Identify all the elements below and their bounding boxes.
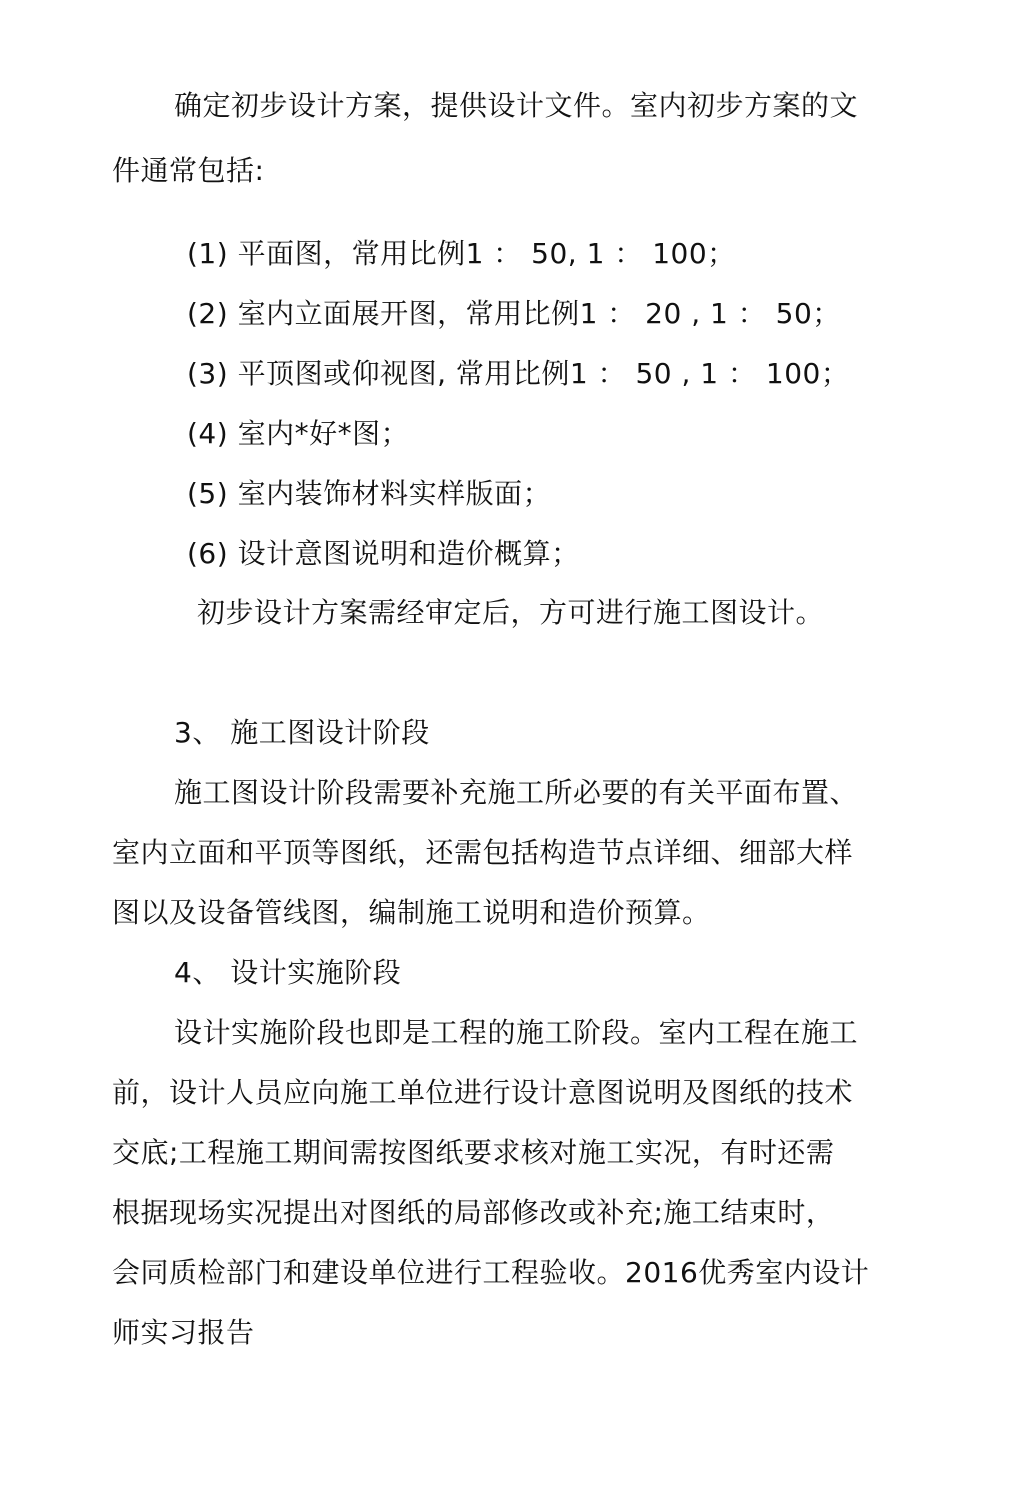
intro-line-1: 确定初步设计方案，提供设计文件。室内初步方案的文 (174, 89, 859, 122)
list-item-6: (6) 设计意图说明和造价概算； (187, 537, 580, 570)
list-item-4: (4) 室内*好*图； (187, 417, 410, 450)
list-item-2: (2) 室内立面展开图，常用比例1 ： 20 , 1 ： 50； (187, 297, 841, 330)
section-3-line-1: 施工图设计阶段需要补充施工所必要的有关平面布置、 (174, 776, 859, 809)
section-4-line-6: 师实习报告 (112, 1316, 255, 1349)
list-item-3: (3) 平顶图或仰视图, 常用比例1 ： 50 , 1 ： 100； (187, 357, 850, 390)
section-3-line-3: 图以及设备管线图，编制施工说明和造价预算。 (112, 896, 711, 929)
section-3-heading: 3、 施工图设计阶段 (174, 716, 430, 749)
list-item-5: (5) 室内装饰材料实样版面； (187, 477, 552, 510)
approval-note: 初步设计方案需经审定后，方可进行施工图设计。 (197, 596, 825, 629)
list-item-1: (1) 平面图，常用比例1 ： 50, 1 ： 100； (187, 237, 736, 270)
section-4-line-4: 根据现场实况提出对图纸的局部修改或补充;施工结束时， (112, 1196, 835, 1229)
section-4-heading: 4、 设计实施阶段 (174, 956, 402, 989)
section-4-line-1: 设计实施阶段也即是工程的施工阶段。室内工程在施工 (174, 1016, 859, 1049)
section-4-line-5: 会同质检部门和建设单位进行工程验收。2016优秀室内设计 (112, 1256, 870, 1289)
intro-line-2: 件通常包括: (112, 154, 265, 187)
section-4-line-3: 交底;工程施工期间需按图纸要求核对施工实况，有时还需 (112, 1136, 835, 1169)
section-3-line-2: 室内立面和平顶等图纸，还需包括构造节点详细、细部大样 (112, 836, 854, 869)
section-4-line-2: 前，设计人员应向施工单位进行设计意图说明及图纸的技术 (112, 1076, 854, 1109)
